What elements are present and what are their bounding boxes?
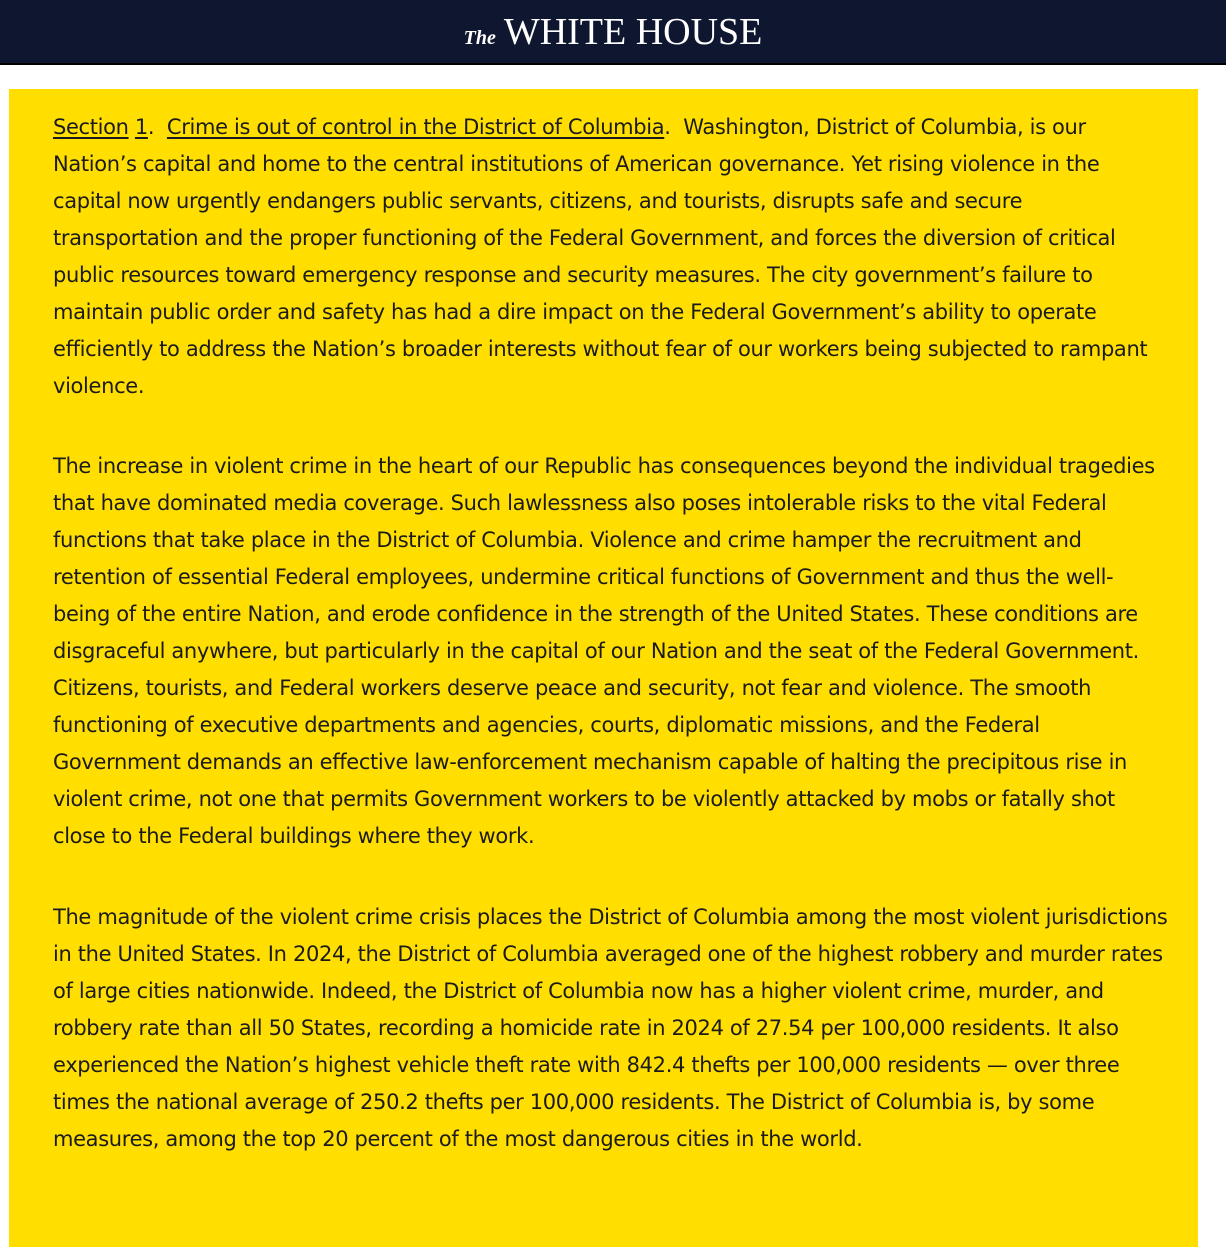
logo-title: WHITE HOUSE [503,10,763,53]
white-house-logo[interactable] [464,10,763,54]
section-1-paragraph-2: The increase in violent crime in the heart of our Republic has consequences beyond the individual tragedies that have dominated media coverage. Such lawlessness also poses intolerable risks to the vital Federal functions that take place in the District of Columbia. Violence and crime hamper the recruitment and retention of essential Federal employees, undermine critical functions of Government and thus the well-being of the entire Nation, and erode confidence in the strength of the United States. These conditions are disgraceful anywhere, but particularly in the capital of our Nation and the seat of the Federal Government. Citizens, tourists, and Federal workers deserve peace and security, not fear and violence. The smooth functioning of executive departments and agencies, courts, diplomatic missions, and the Federal Government demands an effective law-enforcement mechanism capable of halting the precipitous rise in violent crime, not one that permits Government workers to be violently attacked by mobs or fatally shot close to the Federal buildings where they work. [53,454,1155,848]
section-1-paragraph-3: The magnitude of the violent crime crisis places the District of Columbia among the most violent jurisdictions in the United States. In 2024, the District of Columbia averaged one of the highest robbery and murder rates of large cities nationwide. Indeed, the District of Columbia now has a higher violent crime, murder, and robbery rate than all 50 States, recording a homicide rate in 2024 of 27.54 per 100,000 residents. It also experienced the Nation’s highest vehicle theft rate with 842.4 thefts per 100,000 residents — over three times the national average of 250.2 thefts per 100,000 residents. The District of Columbia is, by some measures, among the top 20 percent of the most dangerous cities in the world. [53,905,1168,1151]
section-heading: Crime is out of control in the District of Columbia [166,115,665,139]
paragraph-text: Washington, District of Columbia, is our Nation’s capital and home to the central institutions of American governance. Yet rising violence in the capital now urgently endangers public servants, citizens, and tourists, disrupts safe and secure transportation and the proper functioning of the Federal Government, and forces the diversion of critical public resources toward emergency response and security measures. The city government’s failure to maintain public order and safety has had a dire impact on the Federal Government’s ability to operate efficiently to address the Nation’s broader interests without fear of our workers being subjected to rampant violence. [53,115,1148,398]
section-1-paragraph-1: Section 1. Crime is out of control in the District of Columbia. Washington, District of Columbia, is our Nation’s capital and home to the central institutions of American governance. Yet rising violence in the capital now urgently endangers public servants, citizens, and tourists, disrupts safe and secure transportation and the proper functioning of the Federal Government, and forces the diversion of critical public resources toward emergency response and security measures. The city government’s failure to maintain public order and safety has had a dire impact on the Federal Government’s ability to operate efficiently to address the Nation’s broader interests without fear of our workers being subjected to rampant violence. [53,115,1148,398]
site-header [0,0,1226,65]
document-body [9,89,1198,1247]
section-number: 1 [134,115,148,139]
logo-prefix: The [463,26,496,49]
section-label: Section [53,115,129,139]
